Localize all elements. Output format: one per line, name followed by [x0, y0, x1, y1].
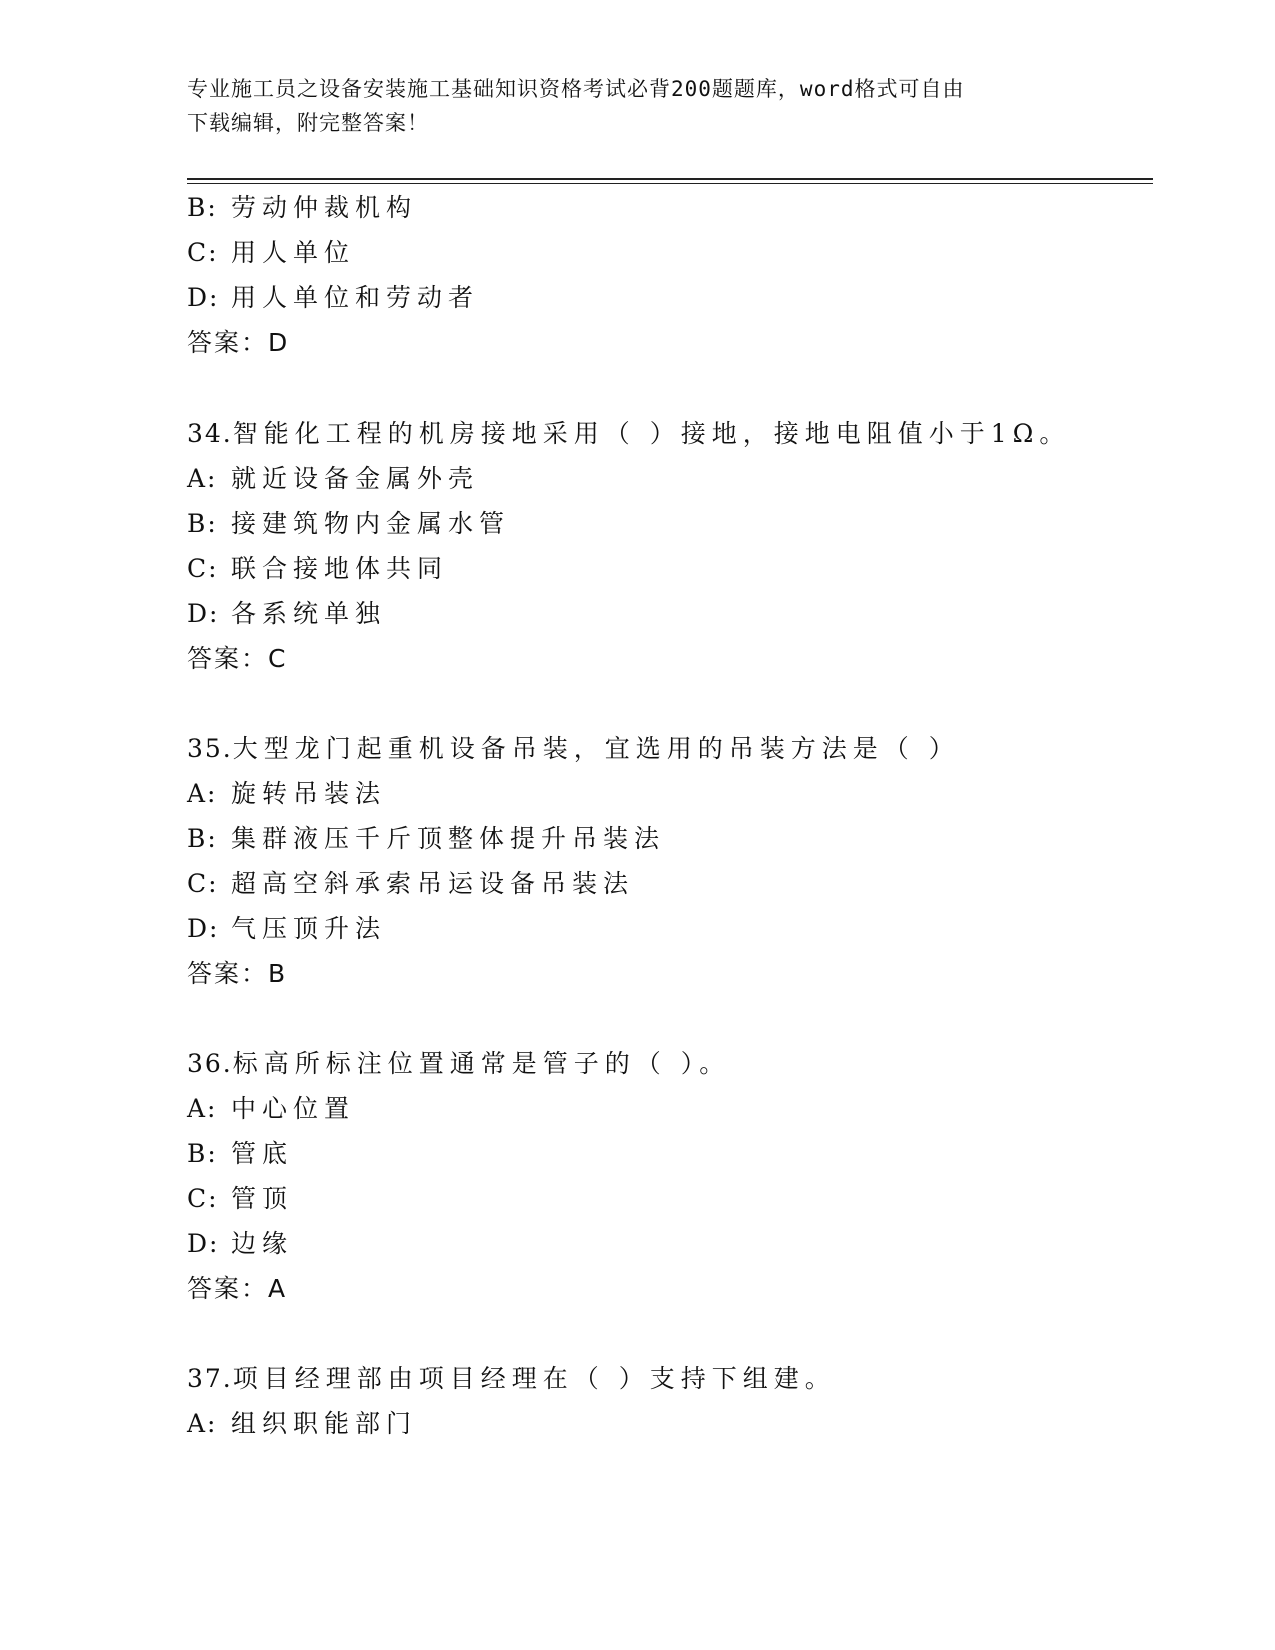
question-34-option-c: C: 联合接地体共同: [187, 554, 449, 583]
question-36-option-b: B: 管底: [187, 1139, 294, 1168]
question-34-answer: 答案：C: [187, 644, 288, 673]
question-36-answer: 答案：A: [187, 1274, 288, 1303]
question-35-option-d: D: 气压顶升法: [187, 914, 387, 943]
option-c: C: 用人单位: [187, 238, 356, 267]
answer-line: 答案：D: [187, 328, 290, 357]
question-34-option-a: A: 就近设备金属外壳: [187, 464, 480, 493]
option-d: D: 用人单位和劳动者: [187, 283, 480, 312]
question-35-stem: 35.大型龙门起重机设备吊装，宜选用的吊装方法是（ ）: [187, 734, 960, 763]
question-35-answer: 答案：B: [187, 959, 288, 988]
question-36-option-c: C: 管顶: [187, 1184, 294, 1213]
question-37-option-a: A: 组织职能部门: [187, 1409, 418, 1438]
header-divider-thin: [187, 183, 1153, 184]
question-35-option-c: C: 超高空斜承索吊运设备吊装法: [187, 869, 635, 898]
header-line-1: 专业施工员之设备安装施工基础知识资格考试必背200题题库，word格式可自由: [187, 77, 965, 101]
question-34-option-d: D: 各系统单独: [187, 599, 387, 628]
question-34-stem: 34.智能化工程的机房接地采用（ ）接地，接地电阻值小于1Ω。: [187, 419, 1071, 448]
question-35-option-b: B: 集群液压千斤顶整体提升吊装法: [187, 824, 666, 853]
question-35-option-a: A: 旋转吊装法: [187, 779, 387, 808]
question-36-option-d: D: 边缘: [187, 1229, 294, 1258]
header-divider-thick: [187, 178, 1153, 180]
question-36-option-a: A: 中心位置: [187, 1094, 356, 1123]
question-37-stem: 37.项目经理部由项目经理在（ ）支持下组建。: [187, 1364, 836, 1393]
document-header: [187, 72, 1087, 140]
question-34-option-b: B: 接建筑物内金属水管: [187, 509, 511, 538]
option-b: B: 劳动仲裁机构: [187, 193, 418, 222]
header-line-2: 下载编辑，附完整答案！: [187, 111, 429, 135]
question-36-stem: 36.标高所标注位置通常是管子的（ ）。: [187, 1049, 731, 1078]
